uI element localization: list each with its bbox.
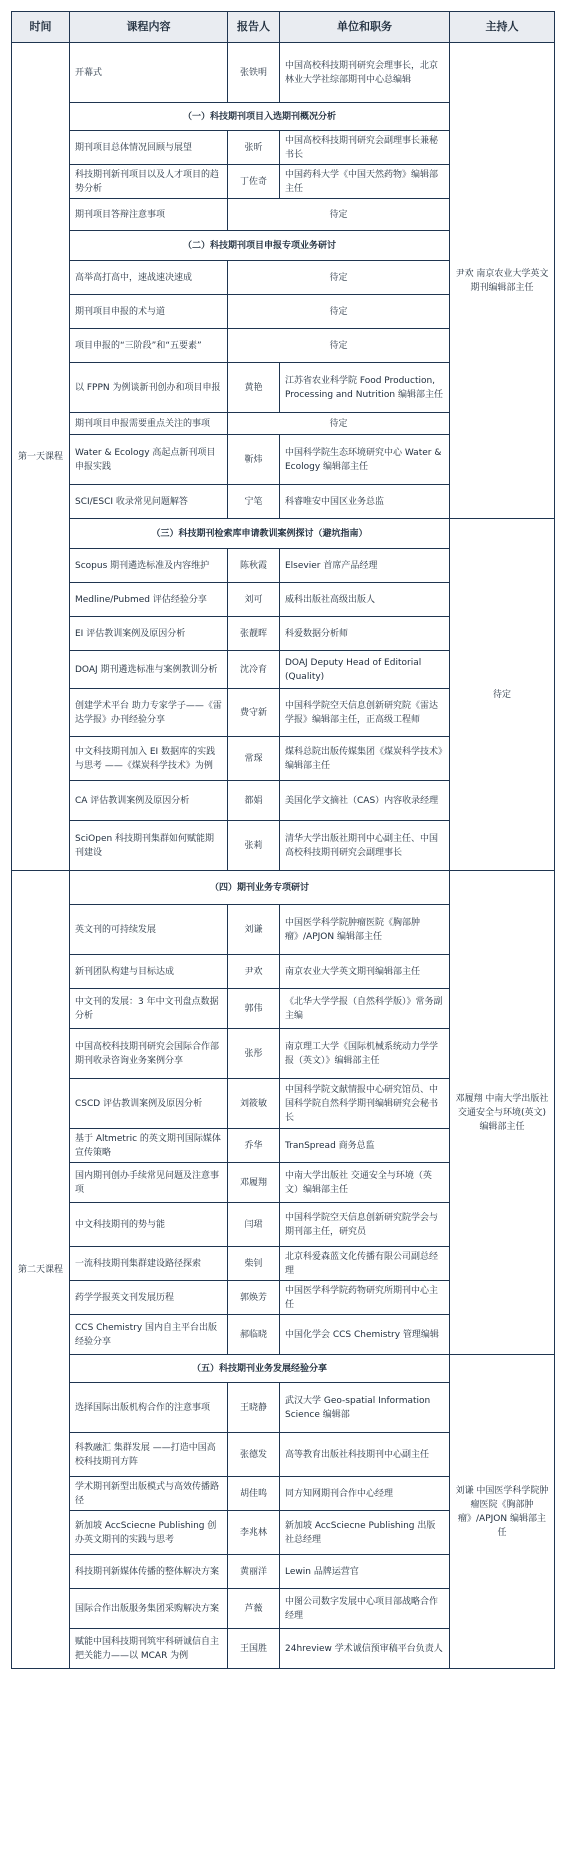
unit-cell: 煤科总院出版传媒集团《煤炭科学技术》编辑部主任 [280,737,450,781]
topic-cell: 新加坡 AccSciecne Publishing 创办英文期刊的实践与思考 [70,1511,228,1555]
reporter-cell: 王国胜 [228,1629,280,1669]
topic-cell: 中文科技期刊的势与能 [70,1203,228,1247]
topic-cell: 一流科技期刊集群建设路径探索 [70,1247,228,1281]
reporter-cell: 靳炜 [228,435,280,485]
topic-cell: 期刊项目答辩注意事项 [70,199,228,231]
unit-cell: 24hreview 学术诚信预审稿平台负责人 [280,1629,450,1669]
topic-cell: 学术期刊新型出版模式与高效传播路径 [70,1477,228,1511]
unit-cell: 中国医学科学院肿瘤医院《胸部肿瘤》/APJON 编辑部主任 [280,905,450,955]
host-cell: 邓履翔 中南大学出版社 交通安全与环境(英文)编辑部主任 [450,871,555,1355]
unit-cell: 待定 [228,295,450,329]
schedule-body [12,43,555,1669]
topic-cell: 赋能中国科技期刊筑牢科研诚信自主把关能力——以 MCAR 为例 [70,1629,228,1669]
unit-cell: 北京科爱森蓝文化传播有限公司副总经理 [280,1247,450,1281]
topic-cell: EI 评估教训案例及原因分析 [70,617,228,651]
topic-cell: Medline/Pubmed 评估经验分享 [70,583,228,617]
unit-cell: 待定 [228,199,450,231]
topic-cell: 高举高打高中，速战速决速成 [70,261,228,295]
reporter-cell: 胡佳鸣 [228,1477,280,1511]
day-label: 第二天课程 [12,871,70,1669]
unit-cell: Elsevier 首席产品经理 [280,549,450,583]
topic-cell: 中文刊的发展：3 年中文刊盘点数据分析 [70,989,228,1029]
topic-cell: DOAJ 期刊遴选标准与案例教训分析 [70,651,228,689]
host-cell: 刘谦 中国医学科学院肿瘤医院《胸部肿瘤》/APJON 编辑部主任 [450,1355,555,1669]
reporter-cell: 闫珺 [228,1203,280,1247]
reporter-cell: 芦薇 [228,1589,280,1629]
unit-cell: 中国科学院空天信息创新研究院《雷达学报》编辑部主任，正高级工程师 [280,689,450,737]
unit-cell: 中国科学院空天信息创新研究院学会与期刊部主任，研究员 [280,1203,450,1247]
unit-cell: 科睿唯安中国区业务总监 [280,485,450,519]
unit-cell: 中南大学出版社 交通安全与环境（英文）编辑部主任 [280,1163,450,1203]
section-title: （四）期刊业务专项研讨 [70,871,450,905]
topic-cell: 新刊团队构建与目标达成 [70,955,228,989]
topic-cell: 中国高校科技期刊研究会国际合作部期刊收录咨询业务案例分享 [70,1029,228,1079]
schedule-table-wrap [11,11,554,1669]
reporter-cell: 柴钊 [228,1247,280,1281]
topic-cell: CSCD 评估教训案例及原因分析 [70,1079,228,1129]
section-title: （三）科技期刊检索库申请教训案例探讨（避坑指南） [70,519,450,549]
topic-cell: 国际合作出版服务集团采购解决方案 [70,1589,228,1629]
section-row [12,519,555,549]
unit-cell: 同方知网期刊合作中心经理 [280,1477,450,1511]
header-host: 主持人 [450,12,555,43]
topic-cell: 基于 Altmetric 的英文期刊国际媒体宣传策略 [70,1129,228,1163]
host-cell: 待定 [450,519,555,871]
topic-cell: 国内期刊创办手续常见问题及注意事项 [70,1163,228,1203]
section-row [12,1355,555,1383]
reporter-cell: 乔华 [228,1129,280,1163]
topic-cell: 药学学报英文刊发展历程 [70,1281,228,1315]
reporter-cell: 王晓静 [228,1383,280,1433]
unit-cell: 江苏省农业科学院 Food Production, Processing and Nutrition 编辑部主任 [280,363,450,413]
topic-cell: CCS Chemistry 国内自主平台出版经验分享 [70,1315,228,1355]
reporter-cell: 张铁明 [228,43,280,103]
topic-cell: Water & Ecology 高起点新刊项目申报实践 [70,435,228,485]
reporter-cell: 张昕 [228,131,280,165]
reporter-cell: 沈冷育 [228,651,280,689]
unit-cell: Lewin 品牌运营官 [280,1555,450,1589]
reporter-cell: 费守新 [228,689,280,737]
topic-cell: SciOpen 科技期刊集群如何赋能期刊建设 [70,821,228,871]
unit-cell: 南京农业大学英文期刊编辑部主任 [280,955,450,989]
reporter-cell: 刘谦 [228,905,280,955]
unit-cell: 待定 [228,329,450,363]
unit-cell: 美国化学文摘社（CAS）内容收录经理 [280,781,450,821]
topic-cell: 开幕式 [70,43,228,103]
reporter-cell: 郭伟 [228,989,280,1029]
unit-cell: 待定 [228,413,450,435]
reporter-cell: 张德发 [228,1433,280,1477]
reporter-cell: 张靓晖 [228,617,280,651]
header-unit: 单位和职务 [280,12,450,43]
section-title: （二）科技期刊项目申报专项业务研讨 [70,231,450,261]
unit-cell: 高等教育出版社科技期刊中心副主任 [280,1433,450,1477]
topic-cell: 创建学术平台 助力专家学子——《雷达学报》办刊经验分享 [70,689,228,737]
header-row [12,12,555,43]
unit-cell: 科爱数据分析师 [280,617,450,651]
topic-cell: 期刊项目总体情况回顾与展望 [70,131,228,165]
reporter-cell: 刘可 [228,583,280,617]
section-row [12,871,555,905]
unit-cell: 武汉大学 Geo-spatial Information Science 编辑部 [280,1383,450,1433]
table-row [12,43,555,103]
topic-cell: 期刊项目申报需要重点关注的事项 [70,413,228,435]
topic-cell: 科教融汇 集群发展 ——打造中国高校科技期刊方阵 [70,1433,228,1477]
section-title: （五）科技期刊业务发展经验分享 [70,1355,450,1383]
day-label: 第一天课程 [12,43,70,871]
reporter-cell: 李兆林 [228,1511,280,1555]
schedule-table [11,11,555,1669]
reporter-cell: 黄艳 [228,363,280,413]
unit-cell: 中国医学科学院药物研究所期刊中心主任 [280,1281,450,1315]
reporter-cell: 郝临晓 [228,1315,280,1355]
topic-cell: 科技期刊新刊项目以及人才项目的趋势分析 [70,165,228,199]
reporter-cell: 都娟 [228,781,280,821]
unit-cell: 中国高校科技期刊研究会副理事长兼秘书长 [280,131,450,165]
unit-cell: DOAJ Deputy Head of Editorial (Quality) [280,651,450,689]
unit-cell: 威科出版社高级出版人 [280,583,450,617]
topic-cell: 中文科技期刊加入 EI 数据库的实践与思考 ——《煤炭科学技术》为例 [70,737,228,781]
reporter-cell: 陈秋霞 [228,549,280,583]
unit-cell: TranSpread 商务总监 [280,1129,450,1163]
header-content: 课程内容 [70,12,228,43]
topic-cell: 期刊项目申报的术与道 [70,295,228,329]
reporter-cell: 张彤 [228,1029,280,1079]
reporter-cell: 张莉 [228,821,280,871]
unit-cell: 新加坡 AccSciecne Publishing 出版社总经理 [280,1511,450,1555]
header-reporter: 报告人 [228,12,280,43]
unit-cell: 中国高校科技期刊研究会理事长，北京林业大学社综部期刊中心总编辑 [280,43,450,103]
header-time: 时间 [12,12,70,43]
reporter-cell: 常琛 [228,737,280,781]
section-title: （一）科技期刊项目入选期刊概况分析 [70,103,450,131]
reporter-cell: 黄丽洋 [228,1555,280,1589]
topic-cell: Scopus 期刊遴选标准及内容维护 [70,549,228,583]
host-cell: 尹欢 南京农业大学英文期刊编辑部主任 [450,43,555,519]
reporter-cell: 宁笔 [228,485,280,519]
reporter-cell: 邓履翔 [228,1163,280,1203]
reporter-cell: 丁佐奇 [228,165,280,199]
unit-cell: 中国化学会 CCS Chemistry 管理编辑 [280,1315,450,1355]
topic-cell: 科技期刊新媒体传播的整体解决方案 [70,1555,228,1589]
reporter-cell: 郭焕芳 [228,1281,280,1315]
topic-cell: CA 评估教训案例及原因分析 [70,781,228,821]
unit-cell: 中国科学院生态环境研究中心 Water & Ecology 编辑部主任 [280,435,450,485]
topic-cell: 英文刊的可持续发展 [70,905,228,955]
unit-cell: 《北华大学学报（自然科学版）》常务副主编 [280,989,450,1029]
unit-cell: 中图公司数字发展中心项目部战略合作经理 [280,1589,450,1629]
topic-cell: 项目申报的“三阶段”和“五要素” [70,329,228,363]
unit-cell: 清华大学出版社期刊中心副主任、中国高校科技期刊研究会副理事长 [280,821,450,871]
unit-cell: 待定 [228,261,450,295]
unit-cell: 南京理工大学《国际机械系统动力学学报（英文）》编辑部主任 [280,1029,450,1079]
reporter-cell: 尹欢 [228,955,280,989]
topic-cell: 以 FPPN 为例谈新刊创办和项目申报 [70,363,228,413]
unit-cell: 中国科学院文献情报中心研究馆员、中国科学院自然科学期刊编辑研究会秘书长 [280,1079,450,1129]
unit-cell: 中国药科大学《中国天然药物》编辑部主任 [280,165,450,199]
topic-cell: 选择国际出版机构合作的注意事项 [70,1383,228,1433]
topic-cell: SCI/ESCI 收录常见问题解答 [70,485,228,519]
reporter-cell: 刘筱敏 [228,1079,280,1129]
